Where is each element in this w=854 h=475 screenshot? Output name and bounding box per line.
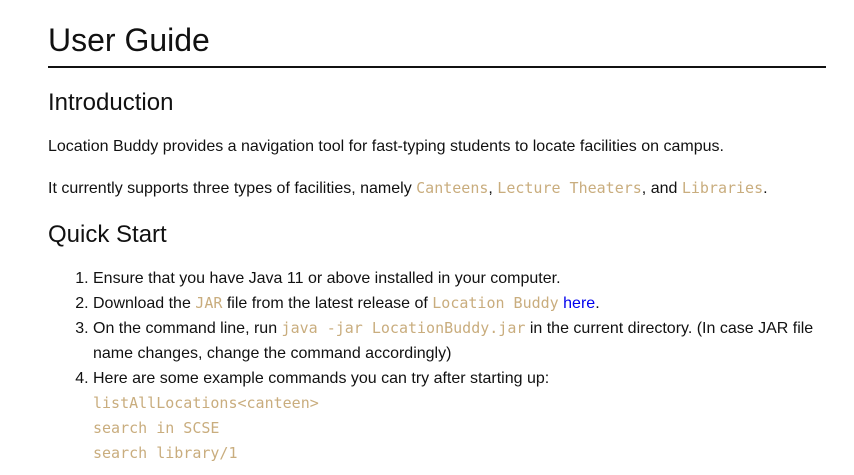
- step-3-suffix: in the current directory. (In case JAR file name changes, change the command accordingly): [93, 320, 814, 362]
- quick-start-steps: [48, 266, 826, 466]
- app-name-code: Location Buddy: [432, 294, 559, 312]
- run-command-code: java -jar LocationBuddy.jar: [281, 319, 526, 337]
- intro-p2-sep1: ,: [488, 180, 498, 197]
- step-1: [93, 266, 826, 291]
- step-3: [93, 316, 826, 366]
- step-3-prefix: On the command line, run: [93, 320, 282, 337]
- example-command: search in SCSE: [93, 419, 220, 437]
- step-2-suffix: .: [595, 295, 600, 312]
- step-4-text: Here are some example commands you can try after starting up:: [93, 370, 550, 387]
- example-command: listAllLocations<canteen>: [93, 394, 319, 412]
- step-2: [93, 291, 826, 316]
- release-link[interactable]: here: [563, 295, 596, 312]
- intro-p2-suffix: .: [763, 180, 768, 197]
- intro-p2-prefix: It currently supports three types of facilities, namely: [48, 180, 417, 197]
- step-2-mid: file from the latest release of: [222, 295, 433, 312]
- step-2-prefix: Download the: [93, 295, 196, 312]
- jar-code: JAR: [195, 294, 223, 312]
- intro-paragraph-1: Location Buddy provides a navigation tool for fast-typing students to locate facilities on campus.: [48, 138, 724, 155]
- step-4: [93, 366, 826, 466]
- title-divider: [48, 66, 826, 68]
- facility-canteens: Canteens: [416, 179, 489, 197]
- facility-libraries: Libraries: [681, 179, 764, 197]
- quick-start-heading: Quick Start: [48, 221, 167, 248]
- intro-paragraph-2: [48, 176, 768, 201]
- page-title: User Guide: [48, 22, 210, 58]
- introduction-heading: Introduction: [48, 89, 174, 116]
- facility-lecture-theaters: Lecture Theaters: [497, 179, 642, 197]
- intro-p2-sep2: , and: [641, 180, 682, 197]
- example-command: search library/1: [93, 444, 238, 462]
- step-1-text: Ensure that you have Java 11 or above installed in your computer.: [93, 270, 561, 287]
